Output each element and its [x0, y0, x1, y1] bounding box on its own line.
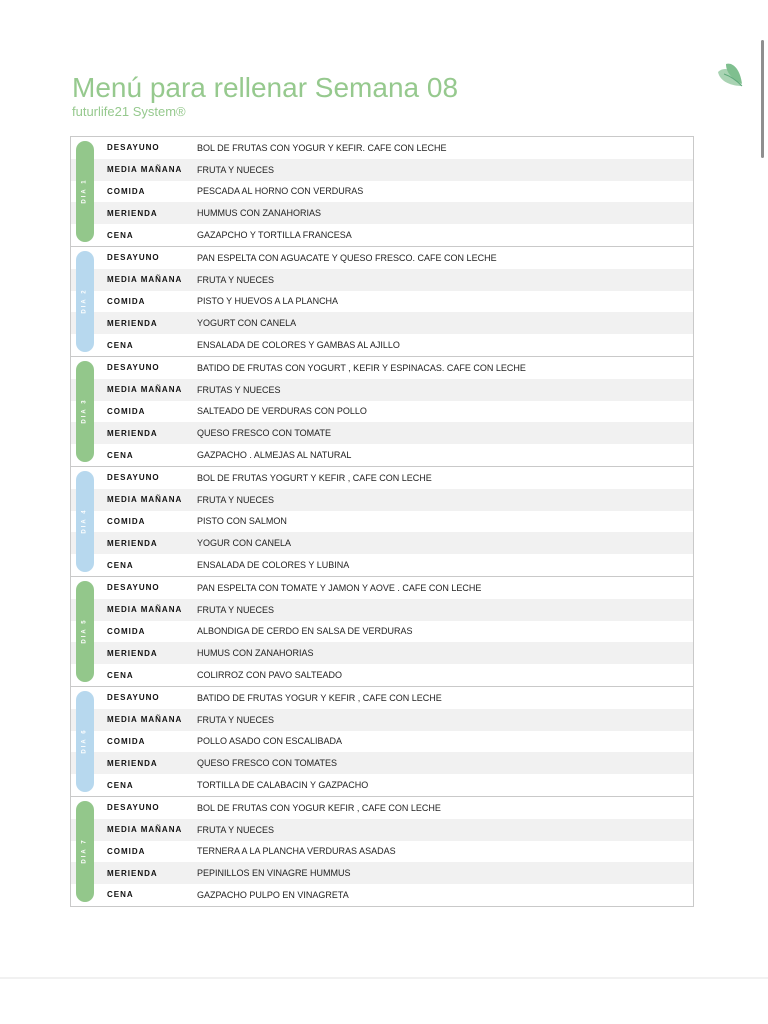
- meal-name: CENA: [107, 780, 134, 790]
- meal-name: MEDIA MAÑANA: [107, 825, 183, 835]
- meal-description: TERNERA A LA PLANCHA VERDURAS ASADAS: [197, 846, 396, 857]
- meal-row: [71, 554, 693, 576]
- meal-description: PESCADA AL HORNO CON VERDURAS: [197, 186, 364, 197]
- meal-name: COMIDA: [107, 516, 146, 526]
- page-subtitle: futurlife21 System®: [72, 104, 186, 119]
- meal-row: [71, 422, 693, 444]
- meal-name: DESAYUNO: [107, 693, 160, 703]
- day-label: DIA 7: [82, 838, 88, 864]
- meal-row: [71, 489, 693, 511]
- meal-name: CENA: [107, 890, 134, 900]
- meal-description: YOGUR CON CANELA: [197, 538, 292, 549]
- meal-row: [71, 709, 693, 731]
- meal-row: [71, 797, 693, 819]
- meal-description: FRUTA Y NUECES: [197, 714, 275, 725]
- meal-description: PAN ESPELTA CON TOMATE Y JAMON Y AOVE . CAFE CON LECHE: [197, 582, 482, 593]
- meal-name: MERIENDA: [107, 758, 158, 768]
- meal-row: [71, 838, 693, 864]
- meal-row: [71, 664, 693, 686]
- meal-name: CENA: [107, 230, 134, 240]
- meal-name: MEDIA MAÑANA: [107, 495, 183, 505]
- meal-row: [71, 224, 693, 246]
- scrollbar[interactable]: [761, 40, 764, 158]
- meal-description: SALTEADO DE VERDURAS CON POLLO: [197, 406, 367, 417]
- meal-name: DESAYUNO: [107, 143, 160, 153]
- meal-row: [71, 642, 693, 664]
- day-group: [71, 796, 693, 906]
- day-tab: [76, 471, 94, 572]
- meal-description: COLIRROZ CON PAVO SALTEADO: [197, 670, 343, 681]
- day-group: [71, 356, 693, 466]
- day-label: DIA 2: [82, 288, 88, 315]
- meal-description: FRUTA Y NUECES: [197, 604, 275, 615]
- day-group: [71, 576, 693, 686]
- meal-description: GAZPACHO PULPO EN VINAGRETA: [197, 889, 349, 900]
- meal-row: [71, 312, 693, 334]
- meal-row: [71, 599, 693, 621]
- meal-description: HUMMUS CON ZANAHORIAS: [197, 208, 322, 219]
- meal-name: MEDIA MAÑANA: [107, 385, 183, 395]
- meal-description: GAZPACHO . ALMEJAS AL NATURAL: [197, 450, 352, 461]
- day-tab: [76, 801, 94, 902]
- day-label: DIA 4: [82, 508, 88, 534]
- meal-description: YOGURT CON CANELA: [197, 318, 297, 329]
- meal-row: [71, 159, 693, 181]
- meal-name: MEDIA MAÑANA: [107, 605, 183, 615]
- day-group: [71, 137, 693, 246]
- day-tab: [76, 251, 94, 352]
- meal-name: COMIDA: [107, 846, 146, 856]
- day-tab: [76, 361, 94, 462]
- meal-description: FRUTA Y NUECES: [197, 494, 275, 505]
- meal-row: [71, 819, 693, 841]
- meal-row: [71, 202, 693, 224]
- meal-row: [71, 467, 693, 489]
- meal-name: DESAYUNO: [107, 363, 160, 373]
- meal-name: CENA: [107, 450, 134, 460]
- meal-name: COMIDA: [107, 406, 146, 416]
- day-tab: [76, 691, 94, 792]
- day-tab: [76, 581, 94, 682]
- meal-name: MERIENDA: [107, 868, 158, 878]
- meal-description: BATIDO DE FRUTAS CON YOGURT , KEFIR Y ESPINACAS. CAFE CON LECHE: [197, 362, 526, 373]
- meal-row: [71, 269, 693, 291]
- meal-row: [71, 618, 693, 644]
- meal-name: CENA: [107, 560, 134, 570]
- meal-description: PISTO Y HUEVOS A LA PLANCHA: [197, 296, 339, 307]
- day-label: DIA 6: [82, 728, 88, 754]
- meal-row: [71, 178, 693, 205]
- meal-row: [71, 577, 693, 599]
- page-title: Menú para rellenar Semana 08: [72, 72, 459, 103]
- meal-row: [71, 774, 693, 796]
- meal-description: PAN ESPELTA CON AGUACATE Y QUESO FRESCO. CAFE CON LECHE: [197, 252, 497, 263]
- meal-row: [71, 728, 693, 754]
- meal-name: CENA: [107, 340, 134, 350]
- meal-description: QUESO FRESCO CON TOMATE: [197, 428, 332, 439]
- meal-row: [71, 288, 693, 315]
- meal-name: MERIENDA: [107, 428, 158, 438]
- meal-description: ENSALADA DE COLORES Y LUBINA: [197, 560, 350, 571]
- meal-description: BOL DE FRUTAS CON YOGUR KEFIR , CAFE CON LECHE: [197, 802, 441, 813]
- meal-description: HUMUS CON ZANAHORIAS: [197, 648, 314, 659]
- meal-name: COMIDA: [107, 186, 146, 196]
- meal-description: FRUTA Y NUECES: [197, 164, 275, 175]
- meal-name: MEDIA MAÑANA: [107, 715, 183, 725]
- meal-description: BOL DE FRUTAS YOGURT Y KEFIR , CAFE CON LECHE: [197, 472, 432, 483]
- meal-name: MEDIA MAÑANA: [107, 165, 183, 175]
- meal-name: MEDIA MAÑANA: [107, 275, 183, 285]
- day-group: [71, 686, 693, 796]
- meal-description: POLLO ASADO CON ESCALIBADA: [197, 736, 343, 747]
- meal-description: ALBONDIGA DE CERDO EN SALSA DE VERDURAS: [197, 626, 413, 637]
- meal-description: BATIDO DE FRUTAS YOGUR Y KEFIR , CAFE CON LECHE: [197, 692, 442, 703]
- meal-description: QUESO FRESCO CON TOMATES: [197, 758, 338, 769]
- day-label: DIA 3: [82, 398, 88, 425]
- meal-row: [71, 137, 693, 159]
- meal-name: MERIENDA: [107, 648, 158, 658]
- leaf-icon: [712, 56, 748, 92]
- meal-description: FRUTA Y NUECES: [197, 824, 275, 835]
- meal-name: DESAYUNO: [107, 473, 160, 483]
- meal-row: [71, 334, 693, 356]
- meal-description: ENSALADA DE COLORES Y GAMBAS AL AJILLO: [197, 340, 400, 351]
- meal-description: BOL DE FRUTAS CON YOGUR Y KEFIR. CAFE CON LECHE: [197, 142, 447, 153]
- meal-name: MERIENDA: [107, 208, 158, 218]
- meal-row: [71, 357, 693, 379]
- meal-row: [71, 752, 693, 774]
- meal-name: MERIENDA: [107, 318, 158, 328]
- meal-row: [71, 862, 693, 884]
- meal-name: MERIENDA: [107, 538, 158, 548]
- meal-name: DESAYUNO: [107, 583, 160, 593]
- day-group: [71, 466, 693, 576]
- meal-description: PEPINILLOS EN VINAGRE HUMMUS: [197, 868, 351, 879]
- meal-name: COMIDA: [107, 736, 146, 746]
- meal-name: COMIDA: [107, 626, 146, 636]
- meal-name: COMIDA: [107, 296, 146, 306]
- meal-row: [71, 247, 693, 269]
- meal-row: [71, 508, 693, 534]
- day-group: [71, 246, 693, 356]
- day-label: DIA 5: [82, 618, 88, 644]
- meal-row: [71, 532, 693, 554]
- meal-name: DESAYUNO: [107, 253, 160, 263]
- day-label: DIA 1: [82, 178, 88, 205]
- meal-description: FRUTA Y NUECES: [197, 274, 275, 285]
- meal-name: DESAYUNO: [107, 803, 160, 813]
- meal-description: PISTO CON SALMON: [197, 516, 287, 527]
- meal-name: CENA: [107, 670, 134, 680]
- meal-row: [71, 398, 693, 425]
- bottom-divider: [0, 977, 768, 979]
- meal-description: GAZAPCHO Y TORTILLA FRANCESA: [197, 230, 352, 241]
- meal-row: [71, 379, 693, 401]
- day-tab: [76, 141, 94, 242]
- meal-row: [71, 444, 693, 466]
- meal-description: TORTILLA DE CALABACIN Y GAZPACHO: [197, 780, 369, 790]
- meal-description: FRUTAS Y NUECES: [197, 384, 281, 395]
- meal-row: [71, 687, 693, 709]
- meal-row: [71, 884, 693, 906]
- menu-table: [70, 136, 694, 907]
